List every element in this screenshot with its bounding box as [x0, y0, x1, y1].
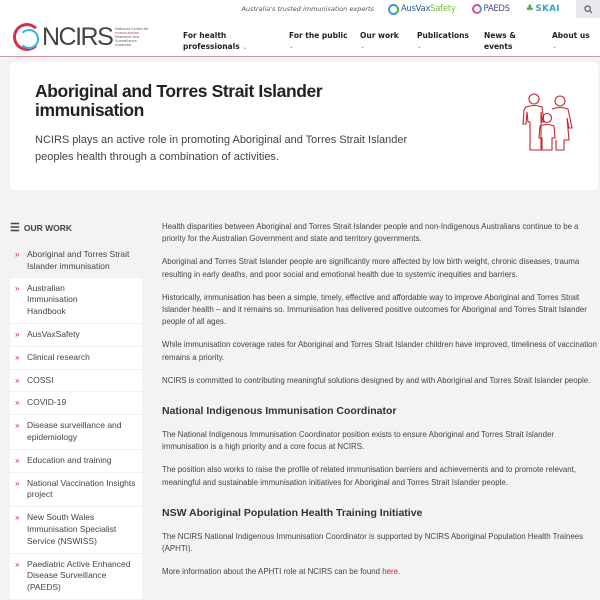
sidebar-item-label: Australian Immunisation Handbook — [27, 282, 78, 317]
sidebar-item-ausvaxsafety[interactable] — [10, 324, 142, 347]
sidebar-item-label: COVID-19 — [27, 397, 67, 408]
sidebar-nav — [10, 244, 142, 600]
family-icon — [520, 92, 576, 154]
ausvaxsafety-name-b: Safety — [430, 4, 456, 14]
logo-sub-line-2: Immunisation — [115, 31, 140, 35]
chevron-double-right-icon: » — [15, 478, 20, 488]
chevron-double-right-icon: » — [15, 352, 20, 362]
page-description: NCIRS plays an active role in promoting Aboriginal and Torres Strait Islander peoples health through a combination of activities. — [35, 134, 408, 163]
sidebar-item-cossi[interactable] — [10, 370, 142, 393]
intro-paragraph: NCIRS is committed to contributing meaningful solutions designed by and with Aboriginal and Torres Strait Islander people. — [162, 375, 591, 385]
ausvaxsafety-logo-icon — [388, 4, 399, 15]
section-paragraph: The NCIRS National Indigenous Immunisation Coordinator is supported by NCIRS Aboriginal Population Health Trainees (APHTI). — [162, 531, 584, 554]
sidebar-item-national-vaccination-insights[interactable] — [10, 473, 142, 508]
nav-label-line1: For the public — [289, 31, 348, 40]
more-info-suffix: . — [397, 567, 401, 577]
sidebar-item-nswiss[interactable] — [10, 507, 142, 553]
intro-paragraph: While immunisation coverage rates for Aboriginal and Torres Strait Islander children have improved, timeliness of vaccination remains a priority. — [162, 340, 597, 362]
intro-paragraph: Health disparities between Aboriginal and Torres Strait Islander people and non-Indigenous Australians continue to be a priority for the Australian Government and state and territory governments. — [162, 222, 579, 244]
chevron-double-right-icon: » — [15, 375, 20, 385]
site-header — [0, 0, 600, 57]
nav-news-events[interactable] — [484, 30, 516, 52]
logo-wordmark: NCIRS — [42, 22, 113, 51]
sidebar-item-label: National Vaccination Insights project — [27, 477, 136, 500]
sidebar-item-label: New South Wales Immunisation Specialist Service (NSWISS) — [27, 512, 117, 546]
skai-logo-icon: ♣ — [525, 4, 534, 14]
nav-label-line2: events — [484, 42, 513, 51]
page-title: Aboriginal and Torres Strait Islander immunisation — [35, 81, 323, 120]
nav-label-line1: Our work — [360, 31, 399, 40]
nav-label-line1: For health — [183, 31, 227, 40]
chevron-double-right-icon: » — [15, 513, 20, 523]
logo-sub-line-1: National Centre for — [115, 27, 149, 31]
sidebar-item-label: Clinical research — [27, 351, 90, 362]
paeds-logo-icon — [472, 4, 482, 14]
sidebar-item-aboriginal-torres-strait-islander[interactable] — [10, 244, 142, 278]
nav-for-the-public[interactable] — [289, 30, 348, 52]
nav-about-us[interactable] — [552, 30, 590, 52]
sidebar-item-disease-surveillance[interactable] — [10, 415, 142, 450]
search-icon — [584, 5, 593, 14]
sidebar-item-label: COSSI — [27, 374, 54, 385]
sidebar-item-label: Aboriginal and Torres Strait Islander immunisation — [27, 249, 130, 271]
nav-our-work[interactable] — [360, 30, 399, 52]
chevron-down-icon: ⌄ — [417, 43, 423, 50]
sidebar-item-covid-19[interactable] — [10, 392, 142, 415]
sidebar-item-clinical-research[interactable] — [10, 347, 142, 370]
nav-label-line2: professionals — [183, 42, 240, 51]
sidebar-heading[interactable] — [10, 221, 72, 234]
chevron-double-right-icon: » — [15, 398, 20, 408]
ausvaxsafety-name-a: AusVax — [400, 4, 431, 14]
sidebar-item-label: AusVaxSafety — [27, 328, 80, 339]
logo-sub-line-3: Research and Surveillance — [115, 35, 140, 43]
sidebar-item-label: Education and training — [27, 454, 112, 465]
sidebar-item-paeds[interactable] — [10, 554, 142, 600]
section-paragraph: The position also works to raise the profile of related immunisation barriers and achievements and to promote relevant, meaningful and sustainable immunisation initiatives for Aboriginal and Torres Strait Islander people. — [162, 465, 577, 487]
sidebar-item-education-training[interactable] — [10, 450, 142, 473]
search-button[interactable] — [576, 0, 600, 18]
section-heading-training-initiative: NSW Aboriginal Population Health Training Initiative — [162, 506, 423, 519]
logo-subtitle — [115, 27, 159, 47]
nav-label-line1: News & — [484, 31, 516, 40]
chevron-down-icon: ⌄ — [289, 43, 295, 50]
top-bar — [241, 0, 600, 18]
paeds-name: PAEDS — [483, 4, 510, 14]
section-paragraph: The National Indigenous Immunisation Coordinator position exists to ensure Aboriginal and Torres Strait Islander immunisation is a high priority and a core focus at NCIRS. — [162, 430, 554, 452]
logo-sub-line-4: Australia — [115, 43, 131, 47]
intro-paragraph: Historically, immunisation has been a simple, timely, effective and affordable way to improve Aboriginal and Torres Strait Islander health – and it remains so. Immunisation has delivered positive outcomes for Aboriginal and Torres Strait Islander people of all ages. — [162, 292, 587, 327]
chevron-double-right-icon: » — [15, 329, 20, 339]
sidebar-item-label: Paediatric Active Enhanced Disease Surveillance (PAEDS) — [27, 558, 131, 593]
chevron-down-icon: ⌄ — [242, 44, 248, 51]
tagline: Australia's trusted immunisation experts — [241, 5, 374, 13]
chevron-double-right-icon: » — [15, 455, 20, 465]
ncirs-logo[interactable] — [13, 23, 159, 51]
nav-publications[interactable] — [417, 30, 469, 52]
chevron-double-right-icon: » — [15, 421, 20, 431]
intro-paragraph: Aboriginal and Torres Strait Islander people are significantly more affected by low birth weight, chronic diseases, trauma resulting in early deaths, and poor social and emotional health due to systemic inequities and barriers. — [162, 257, 580, 279]
menu-icon: ☰ — [10, 222, 20, 234]
paeds-link[interactable] — [472, 4, 510, 14]
section-heading-coordinator: National Indigenous Immunisation Coordinator — [162, 405, 397, 418]
ausvaxsafety-link[interactable] — [388, 4, 456, 15]
sidebar-item-label: Disease surveillance and epidemiology — [27, 420, 122, 442]
more-info-text: More information about the APHTI role at NCIRS can be found — [162, 567, 383, 577]
chevron-down-icon: ⌄ — [552, 43, 558, 50]
chevron-double-right-icon: » — [15, 283, 20, 293]
chevron-down-icon: ⌄ — [360, 43, 366, 50]
ncirs-logo-mark — [13, 23, 41, 51]
chevron-double-right-icon: » — [15, 250, 20, 259]
chevron-double-right-icon: » — [15, 559, 20, 569]
nav-label-line1: About us — [552, 31, 590, 40]
nav-label-line1: Publications — [417, 31, 469, 40]
here-link[interactable]: here — [382, 567, 398, 577]
skai-link[interactable] — [526, 4, 560, 14]
skai-name: SKAI — [535, 4, 560, 14]
sidebar-heading-label: OUR WORK — [23, 222, 73, 233]
sidebar-item-australian-immunisation-handbook[interactable] — [10, 278, 142, 324]
nav-for-health-professionals[interactable] — [183, 30, 247, 53]
main-content — [162, 221, 598, 589]
more-info-paragraph — [162, 566, 598, 578]
hero-card — [10, 62, 598, 190]
